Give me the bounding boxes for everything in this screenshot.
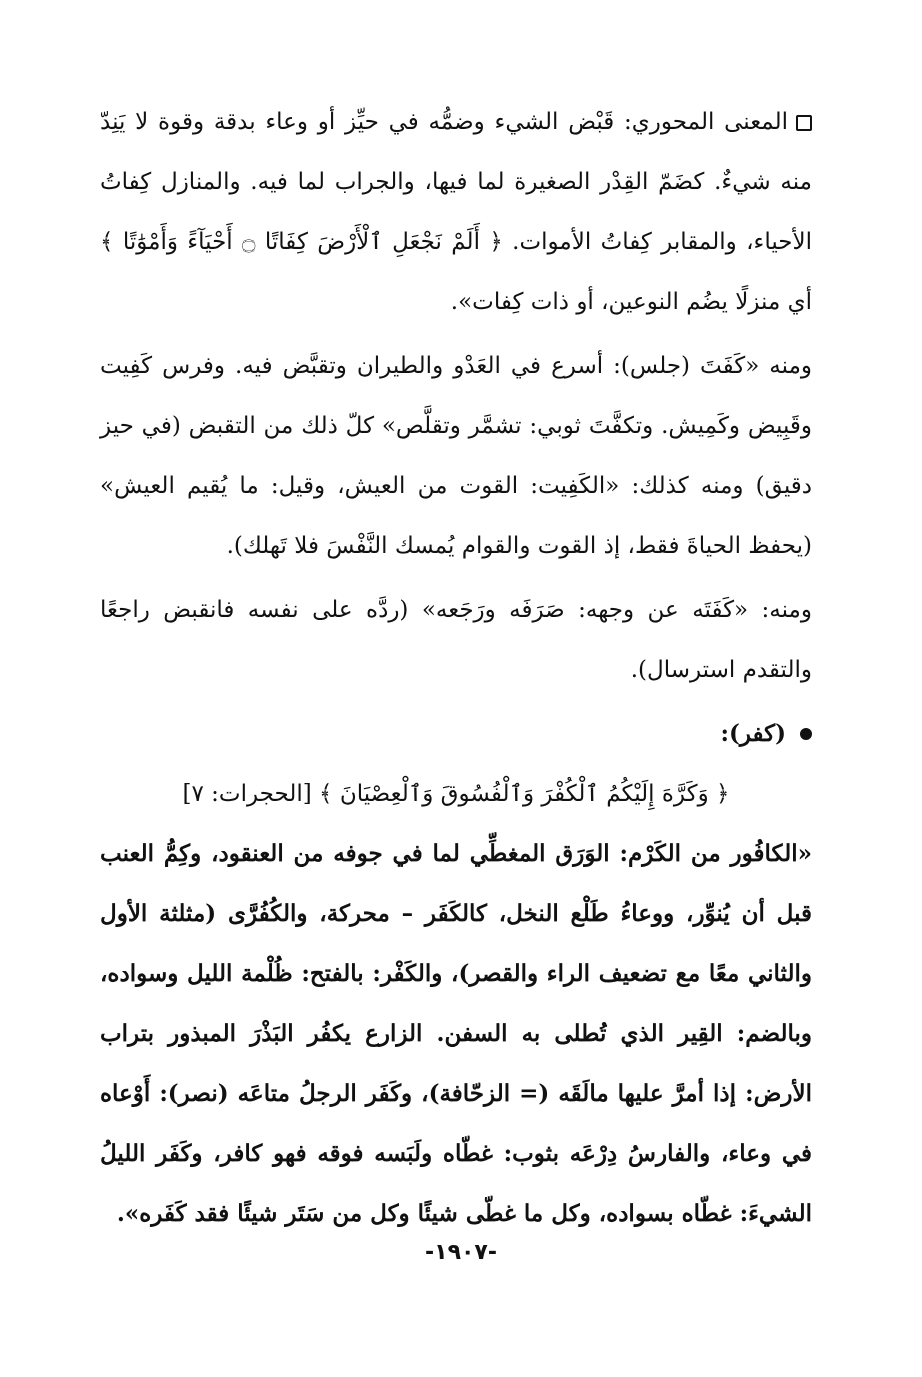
paragraph-core-meaning [100, 92, 812, 332]
section-heading-kafara [100, 704, 812, 764]
body-text [100, 92, 812, 1244]
page-number: -١٩٠٧- [425, 1240, 497, 1265]
bullet-icon [800, 728, 812, 740]
paragraph-kafur-quote: «الكافُور من الكَرْم: الوَرَق المغطِّي لما في جوفه من العنقود، وكِمُّ العنب قبل أن يُنوِّر، ووعاءُ طَلْع النخل، كالكَفَر – محركة، والكُفُرَّى (مثلثة الأول والثاني معًا مع تضعيف الراء والقصر)، والكَفْر: بالفتح: ظُلْمة الليل وسواده، وبالضم: القِير الذي تُطلى به السفن. الزارع يكفُر البَذْرَ المبذور بتراب الأرض: إذا أمرَّ عليها مالَقَه (= الزحّافة)، وكَفَر الرجلُ متاعَه (نصر): أَوْعاه في وعاء، والفارسُ دِرْعَه بثوب: غطّاه ولَبَسه فوقه فهو كافر، وكَفَر الليلُ الشيءَ: غطّاه بسواده، وكل ما غطّى شيئًا وكل من سَتَر شيئًا فقد كَفَره». [100, 840, 812, 1227]
paragraph-core-meaning-text: المعنى المحوري: قَبْض الشيء وضمُّه في حيِّز أو وعاء بدقة وقوة لا يَنِدّ منه شيءٌ. كضَمّ القِدْر الصغيرة لما فيها، والجراب لما فيه. والمنازل كِفاتُ الأحياء، والمقابر كِفاتُ الأموات. ﴿ أَلَمْ نَجْعَلِ ٱلْأَرْضَ كِفَاتًا ۝ أَحْيَآءً وَأَمْوَٰتًا ﴾ أي منزلًا يضُم النوعين، أو ذات كِفات». [100, 109, 812, 315]
square-marker-icon [796, 115, 812, 131]
section-heading-text: (كفر): [720, 720, 786, 747]
quran-verse: ﴿ وَكَرَّهَ إِلَيْكُمُ ٱلْكُفْرَ وَٱلْفُسُوقَ وَٱلْعِصْيَانَ ﴾ [الحجرات: ٧] [182, 781, 730, 807]
paragraph-kafata: ومنه «كَفَتَ (جلس): أسرع في العَدْو والطيران وتقبَّض فيه. وفرس كَفِيت وقَبِيض وكَمِيش. وتكفَّتَ ثوبي: تشمَّر وتقلَّص» كلّ ذلك من التقبض (في حيز دقيق) ومنه كذلك: «الكَفِيت: القوت من العيش، وقيل: ما يُقيم العيش» (يحفظ الحياةَ فقط، إذ القوت والقوام يُمسك النَّفْسَ فلا تَهلك). [100, 353, 812, 559]
paragraph-kafatahu: ومنه: «كَفَتَه عن وجهه: صَرَفَه ورَجَعه» (ردَّه على نفسه فانقبض راجعًا والتقدم استرسال). [100, 597, 812, 683]
